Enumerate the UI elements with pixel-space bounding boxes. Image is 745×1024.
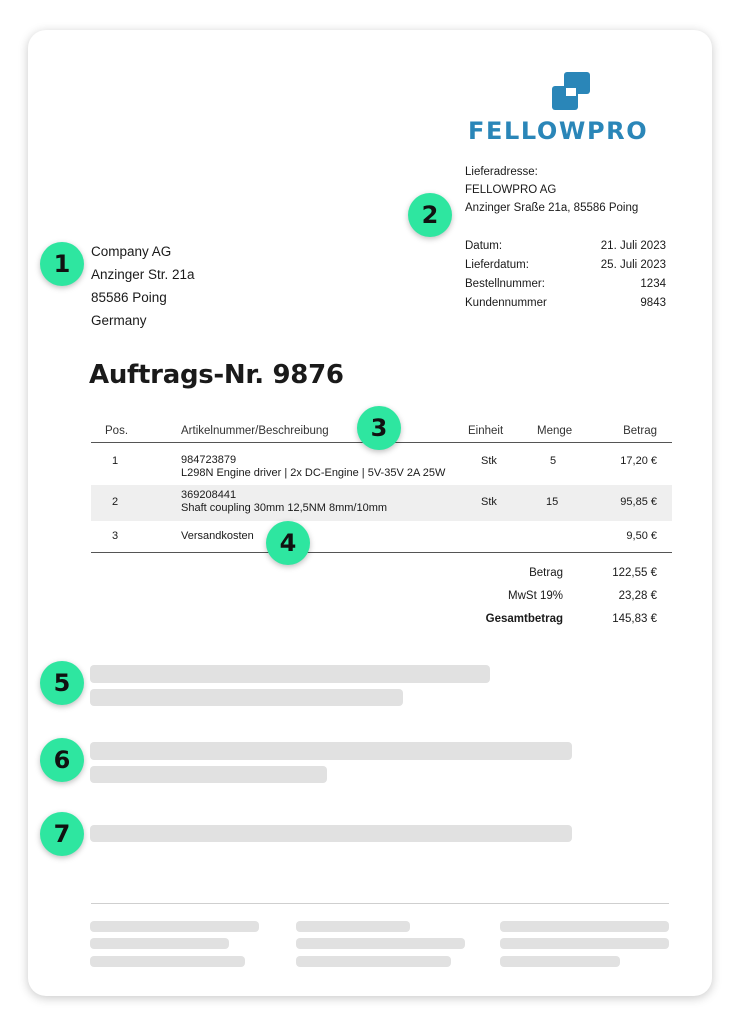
- col-header-qty: Menge: [537, 425, 573, 437]
- grand-total-label: Gesamtbetrag: [485, 613, 563, 625]
- meta-row: [465, 240, 666, 259]
- row-qty: 5: [550, 455, 557, 467]
- footer-divider: [91, 903, 669, 904]
- footer-placeholder-bar: [500, 938, 669, 949]
- row-unit: Stk: [481, 455, 497, 467]
- placeholder-text-bar: [90, 825, 572, 842]
- placeholder-text-bar: [90, 689, 403, 706]
- callout-badge-5: 5: [40, 661, 84, 705]
- meta-label: Bestellnummer:: [465, 278, 545, 290]
- placeholder-text-bar: [90, 742, 572, 760]
- row-sku: 984723879: [181, 454, 237, 466]
- meta-value: 1234: [640, 278, 666, 290]
- row-sku: 369208441: [181, 489, 237, 501]
- meta-value: 9843: [640, 297, 666, 309]
- placeholder-text-bar: [90, 665, 490, 683]
- delivery-address: [465, 163, 638, 217]
- total-value: 122,55 €: [612, 567, 657, 579]
- meta-label: Datum:: [465, 240, 503, 252]
- row-desc: Shaft coupling 30mm 12,5NM 8mm/10mm: [181, 502, 388, 514]
- footer-placeholder-bar: [90, 956, 245, 967]
- vat-value: 23,28 €: [618, 590, 657, 602]
- row-pos: 3: [112, 530, 119, 542]
- row-amount: 95,85 €: [620, 496, 657, 508]
- delivery-company: FELLOWPRO AG: [465, 184, 557, 196]
- row-amount: 9,50 €: [626, 530, 657, 542]
- placeholder-text-bar: [90, 766, 327, 783]
- table-bottom-divider: [91, 552, 672, 553]
- recipient-line: Germany: [91, 313, 147, 328]
- vat-label: MwSt 19%: [508, 590, 563, 602]
- delivery-street: Anzinger Sraße 21a, 85586 Poing: [465, 202, 639, 214]
- recipient-line: Anzinger Str. 21a: [91, 267, 195, 282]
- grand-total-value: 145,83 €: [612, 613, 657, 625]
- footer-placeholder-bar: [90, 938, 229, 949]
- callout-badge-1: 1: [40, 242, 84, 286]
- col-header-unit: Einheit: [468, 425, 504, 437]
- meta-value: 25. Juli 2023: [600, 259, 666, 271]
- page-title: Auftrags-Nr. 9876: [89, 360, 344, 390]
- footer-placeholder-bar: [296, 938, 465, 949]
- row-pos: 2: [112, 496, 119, 508]
- callout-badge-4: 4: [266, 521, 310, 565]
- recipient-line: Company AG: [91, 244, 172, 259]
- callout-badge-7: 7: [40, 812, 84, 856]
- recipient-line: 85586 Poing: [91, 290, 167, 305]
- meta-row: [465, 259, 666, 278]
- meta-value: 21. Juli 2023: [600, 240, 666, 252]
- footer-placeholder-bar: [90, 921, 259, 932]
- footer-placeholder-bar: [500, 956, 620, 967]
- row-desc: L298N Engine driver | 2x DC-Engine | 5V-35V 2A 25W: [181, 467, 446, 479]
- callout-badge-2: 2: [408, 193, 452, 237]
- row-qty: 15: [546, 496, 559, 508]
- col-header-pos: Pos.: [105, 425, 129, 437]
- brand-name: FELLOWPRO: [468, 117, 649, 145]
- footer-placeholder-bar: [500, 921, 669, 932]
- row-sku: Versandkosten: [181, 530, 254, 542]
- meta-row: [465, 297, 666, 316]
- row-pos: 1: [112, 455, 119, 467]
- recipient-address: [91, 240, 195, 332]
- footer-placeholder-bar: [296, 956, 451, 967]
- footer-placeholder-bar: [296, 921, 410, 932]
- order-meta: [465, 240, 666, 316]
- callout-badge-6: 6: [40, 738, 84, 782]
- fellowpro-logo-icon: [552, 72, 592, 110]
- meta-label: Kundennummer: [465, 297, 547, 309]
- row-unit: Stk: [481, 496, 497, 508]
- meta-row: [465, 278, 666, 297]
- col-header-desc: Artikelnummer/Beschreibung: [181, 425, 329, 437]
- delivery-label: Lieferadresse:: [465, 166, 538, 178]
- callout-badge-3: 3: [357, 406, 401, 450]
- col-header-amount: Betrag: [623, 425, 657, 437]
- meta-label: Lieferdatum:: [465, 259, 529, 271]
- total-label: Betrag: [529, 567, 563, 579]
- row-amount: 17,20 €: [620, 455, 657, 467]
